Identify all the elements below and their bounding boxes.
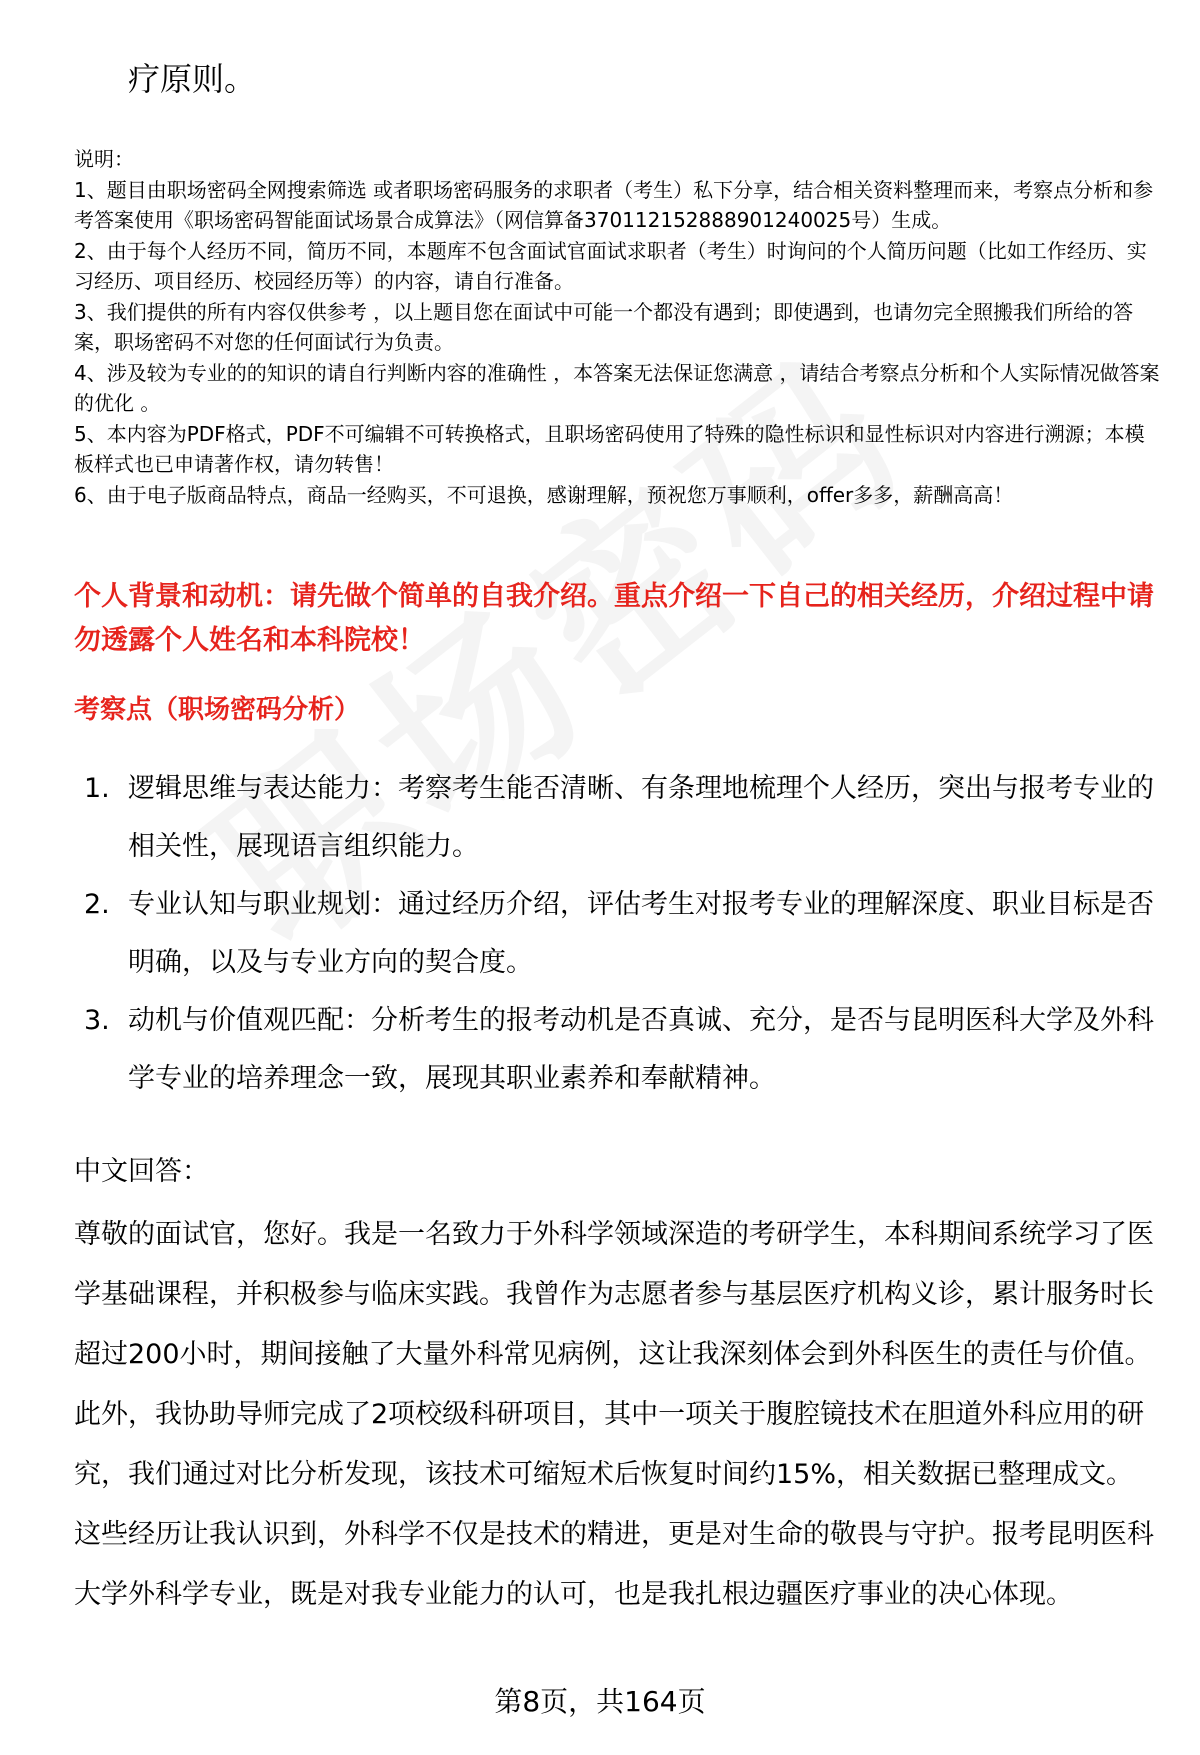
point-number: 3. [84, 1005, 110, 1036]
point-number: 1. [84, 773, 110, 804]
answer-body: 尊敬的面试官，您好。我是一名致力于外科学领域深造的考研学生，本科期间系统学习了医学基础课程，并积极参与临床实践。我曾作为志愿者参与基层医疗机构义诊，累计服务时长超过200小时，期间接触了大量外科常见病例，这让我深刻体会到外科医生的责任与价值。此外，我协助导师完成了2项校级科研项目，其中一项关于腹腔镜技术在胆道外科应用的研究，我们通过对比分析发现，该技术可缩短术后恢复时间约15%，相关数据已整理成文。这些经历让我认识到，外科学不仅是技术的精进，更是对生命的敬畏与守护。报考昆明医科大学外科学专业，既是对我专业能力的认可，也是我扎根边疆医疗事业的决心体现。 [74, 1219, 1154, 1610]
notes-title: 说明： [74, 147, 134, 171]
analysis-points [74, 760, 1164, 1108]
interview-question: 个人背景和动机：请先做个简单的自我介绍。重点介绍一下自己的相关经历，介绍过程中请勿透露个人姓名和本科院校！ [74, 581, 1154, 656]
answer-heading: 中文回答： [74, 1156, 209, 1187]
note-item-1: 1、题目由职场密码全网搜索筛选 或者职场密码服务的求职者（考生）私下分享，结合相关资料整理而来，考察点分析和参考答案使用《职场密码智能面试场景合成算法》（网信算备370112152888901240025号）生成。 [74, 178, 1154, 232]
analysis-heading: 考察点（职场密码分析） [74, 695, 361, 725]
note-item-3: 3、我们提供的所有内容仅供参考 ，以上题目您在面试中可能一个都没有遇到；即使遇到，也请勿完全照搬我们所给的答案，职场密码不对您的任何面试行为负责。 [74, 300, 1134, 354]
note-item-4: 4、涉及较为专业的的知识的请自行判断内容的准确性 ，本答案无法保证您满意 ，请结合考察点分析和个人实际情况做答案的优化 。 [74, 361, 1160, 415]
point-text: 动机与价值观匹配：分析考生的报考动机是否真诚、充分，是否与昆明医科大学及外科学专业的培养理念一致，展现其职业素养和奉献精神。 [128, 1005, 1154, 1094]
point-number: 2. [84, 889, 110, 920]
analysis-point [74, 992, 1164, 1108]
note-item-2: 2、由于每个人经历不同，简历不同，本题库不包含面试官面试求职者（考生）时询问的个人简历问题（比如工作经历、实习经历、项目经历、校园经历等）的内容，请自行准备。 [74, 239, 1147, 293]
page-number: 第8页，共164页 [494, 1685, 706, 1718]
note-item-6: 6、由于电子版商品特点，商品一经购买，不可退换，感谢理解，预祝您万事顺利，offer多多，薪酬高高！ [74, 483, 1014, 507]
analysis-point [74, 876, 1164, 992]
disclaimer-notes [74, 144, 1164, 511]
point-text: 专业认知与职业规划：通过经历介绍，评估考生对报考专业的理解深度、职业目标是否明确，以及与专业方向的契合度。 [128, 889, 1154, 978]
analysis-point [74, 760, 1164, 876]
note-item-5: 5、本内容为PDF格式，PDF不可编辑不可转换格式，且职场密码使用了特殊的隐性标识和显性标识对内容进行溯源；本模板样式也已申请著作权，请勿转售！ [74, 422, 1145, 476]
previous-page-continuation: 疗原则。 [128, 60, 257, 98]
point-text: 逻辑思维与表达能力：考察考生能否清晰、有条理地梳理个人经历，突出与报考专业的相关性，展现语言组织能力。 [128, 773, 1154, 862]
